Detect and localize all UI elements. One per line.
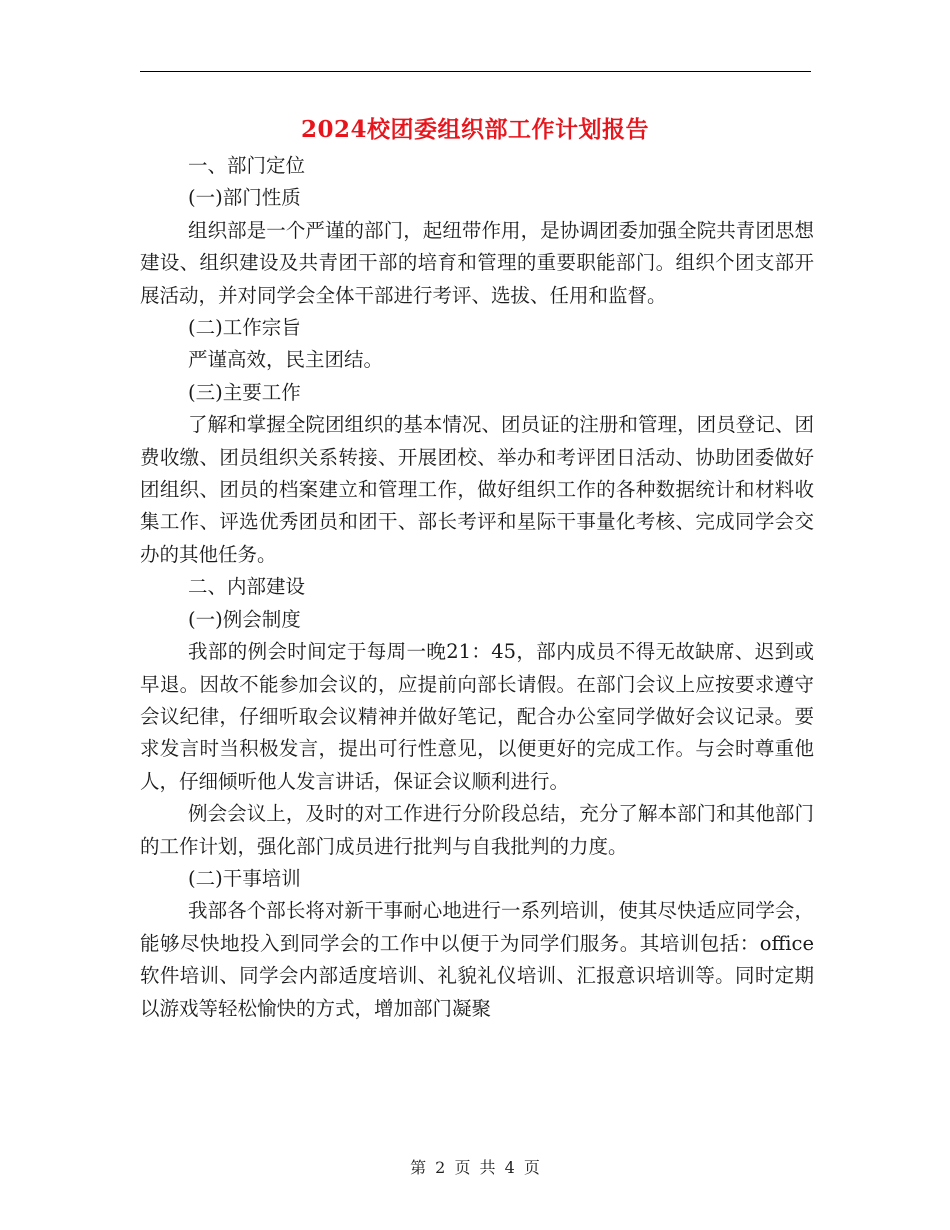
subheading-main-work: (三)主要工作 (188, 380, 301, 404)
paragraph-meetings: 我部的例会时间定于每周一晚21：45，部内成员不得无故缺席、迟到或早退。因故不能参加会议的，应提前向部长请假。在部门会议上应按要求遵守会议纪律，仔细听取会议精神并做好笔记，配合办公室同学做好会议记录。要求发言时当积极发言，提出可行性意见，以便更好的完成工作。与会时尊重他人，仔细倾听他人发言讲话，保证会议顺利进行。 (140, 640, 814, 793)
heading-section-2: 二、内部建设 (188, 575, 306, 599)
page-number-footer: 第 2 页 共 4 页 (410, 1158, 540, 1177)
document-title: 2024校团委组织部工作计划报告 (300, 116, 649, 143)
heading-section-1: 一、部门定位 (188, 154, 306, 177)
header-rule (140, 71, 811, 72)
paragraph-training: 我部各个部长将对新干事耐心地进行一系列培训，使其尽快适应同学会，能够尽快地投入到同学会的工作中以便于为同学们服务。其培训包括：office软件培训、同学会内部适度培训、礼貌礼仪培训、汇报意识培训等。同时定期以游戏等轻松愉快的方式，增加部门凝聚 (140, 899, 814, 1020)
subheading-meetings: (一)例会制度 (188, 607, 301, 631)
paragraph-meeting-summary: 例会会议上，及时的对工作进行分阶段总结，充分了解本部门和其他部门的工作计划，强化部门成员进行批判与自我批判的力度。 (140, 802, 814, 858)
document-body (140, 150, 814, 1025)
subheading-purpose: (二)工作宗旨 (188, 316, 301, 340)
subheading-nature: (一)部门性质 (188, 186, 301, 210)
paragraph-purpose: 严谨高效，民主团结。 (188, 348, 384, 372)
paragraph-main-work: 了解和掌握全院团组织的基本情况、团员证的注册和管理，团员登记、团费收缴、团员组织关系转接、开展团校、举办和考评团日活动、协助团委做好团组织、团员的档案建立和管理工作，做好组织工作的各种数据统计和材料收集工作、评选优秀团员和团干、部长考评和星际干事量化考核、完成同学会交办的其他任务。 (140, 413, 814, 566)
subheading-training: (二)干事培训 (188, 866, 301, 890)
paragraph-nature: 组织部是一个严谨的部门，起纽带作用，是协调团委加强全院共青团思想建设、组织建设及共青团干部的培育和管理的重要职能部门。组织个团支部开展活动，并对同学会全体干部进行考评、选拔、任用和监督。 (140, 218, 814, 307)
